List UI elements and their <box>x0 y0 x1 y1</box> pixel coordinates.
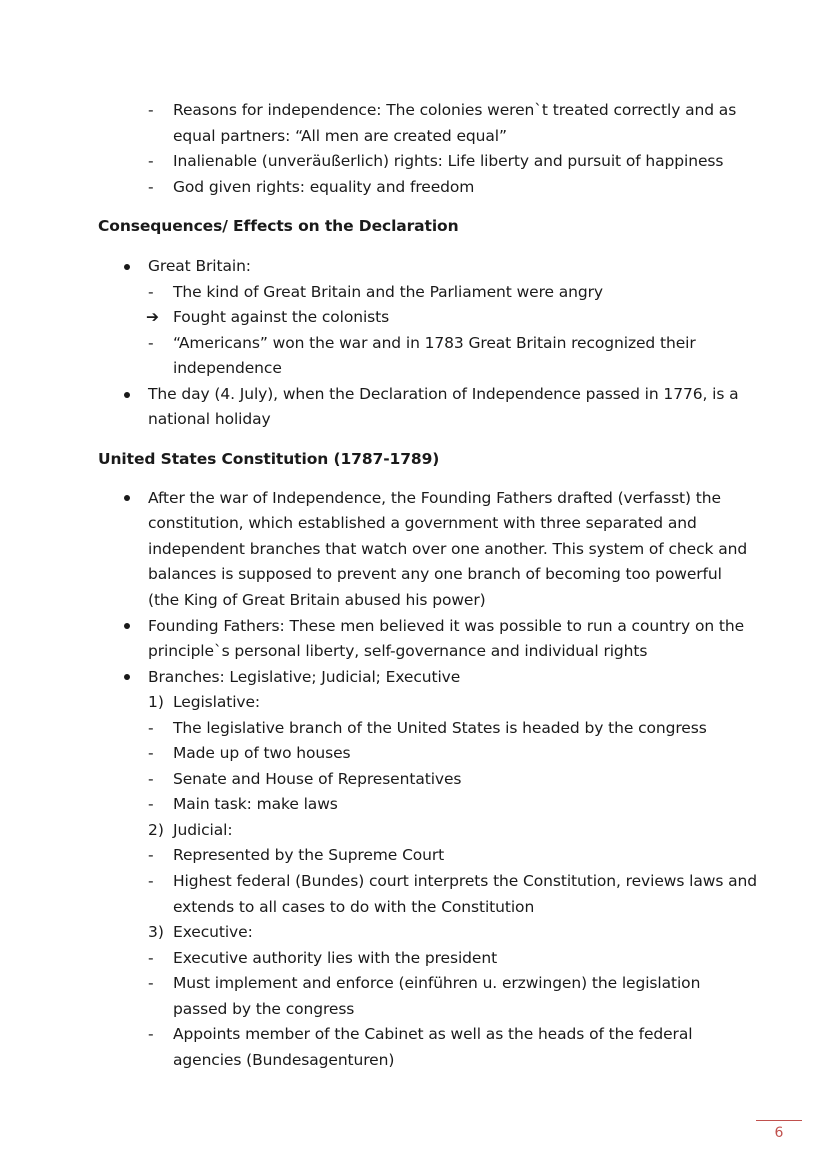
dash-marker: - <box>148 744 154 762</box>
bullet-item-text: After the war of Independence, the Founding Fathers drafted (verfasst) the <box>148 489 721 507</box>
list-item-text: Reasons for independence: The colonies weren`t treated correctly and as <box>173 101 737 119</box>
list-item-text: Highest federal (Bundes) court interprets the Constitution, reviews laws and <box>173 872 757 890</box>
bullet-item-text: Great Britain: <box>148 257 251 275</box>
subheading-text: Legislative: <box>173 693 261 711</box>
subheading-text: Judicial: <box>173 821 233 839</box>
section-heading-consequences: Consequences/ Effects on the Declaration <box>98 217 459 235</box>
dash-marker: - <box>148 283 154 301</box>
page-number: 6 <box>774 1125 784 1141</box>
bullet-item-text: Founding Fathers: These men believed it was possible to run a country on the <box>148 617 745 635</box>
section-heading-constitution: United States Constitution (1787-1789) <box>98 450 440 468</box>
bullet-item-text: principle`s personal liberty, self-governance and individual rights <box>148 642 648 660</box>
list-item-text: Fought against the colonists <box>173 308 390 326</box>
subheading-text: Executive: <box>173 923 253 941</box>
dash-marker: - <box>148 152 154 170</box>
dash-marker: - <box>148 101 154 119</box>
bullet-icon <box>124 495 130 501</box>
list-item-text: The kind of Great Britain and the Parliament were angry <box>173 283 603 301</box>
dash-marker: - <box>148 949 154 967</box>
list-item-text: Senate and House of Representatives <box>173 770 462 788</box>
list-item-text: Represented by the Supreme Court <box>173 846 445 864</box>
dash-marker: - <box>148 1025 154 1043</box>
dash-marker: - <box>148 974 154 992</box>
list-item-text: Must implement and enforce (einführen u. erzwingen) the legislation <box>173 974 701 992</box>
footer-divider <box>756 1120 802 1121</box>
dash-marker: - <box>148 770 154 788</box>
list-item-text: agencies (Bundesagenturen) <box>173 1051 395 1069</box>
dash-marker: - <box>148 178 154 196</box>
list-item-text: equal partners: “All men are created equal” <box>173 127 507 145</box>
list-item-text: Main task: make laws <box>173 795 338 813</box>
bullet-item-text: Branches: Legislative; Judicial; Executive <box>148 668 461 686</box>
list-number: 2) <box>148 821 164 839</box>
list-item-text: Inalienable (unveräußerlich) rights: Life liberty and pursuit of happiness <box>173 152 724 170</box>
list-item-text: Executive authority lies with the president <box>173 949 498 967</box>
list-item-text: passed by the congress <box>173 1000 355 1018</box>
list-item-text: “Americans” won the war and in 1783 Great Britain recognized their <box>173 334 696 352</box>
list-item-text: extends to all cases to do with the Constitution <box>173 898 535 916</box>
list-item-text: God given rights: equality and freedom <box>173 178 475 196</box>
dash-marker: - <box>148 846 154 864</box>
bullet-icon <box>124 264 130 270</box>
bullet-item-text: independent branches that watch over one another. This system of check and <box>148 540 748 558</box>
list-item-text: Appoints member of the Cabinet as well as the heads of the federal <box>173 1025 693 1043</box>
bullet-icon <box>124 392 130 398</box>
list-number: 3) <box>148 923 164 941</box>
list-item-text: Made up of two houses <box>173 744 351 762</box>
bullet-item-text: balances is supposed to prevent any one branch of becoming too powerful <box>148 565 722 583</box>
bullet-item-text: The day (4. July), when the Declaration of Independence passed in 1776, is a <box>148 385 739 403</box>
bullet-item-text: (the King of Great Britain abused his power) <box>148 591 486 609</box>
bullet-icon <box>124 623 130 629</box>
list-item-text: The legislative branch of the United States is headed by the congress <box>173 719 707 737</box>
bullet-item-text: national holiday <box>148 410 271 428</box>
dash-marker: - <box>148 795 154 813</box>
dash-marker: - <box>148 719 154 737</box>
dash-marker: - <box>148 334 154 352</box>
arrow-icon: ➔ <box>146 308 159 326</box>
list-number: 1) <box>148 693 164 711</box>
list-item-text: independence <box>173 359 282 377</box>
bullet-item-text: constitution, which established a government with three separated and <box>148 514 697 532</box>
dash-marker: - <box>148 872 154 890</box>
bullet-icon <box>124 674 130 680</box>
